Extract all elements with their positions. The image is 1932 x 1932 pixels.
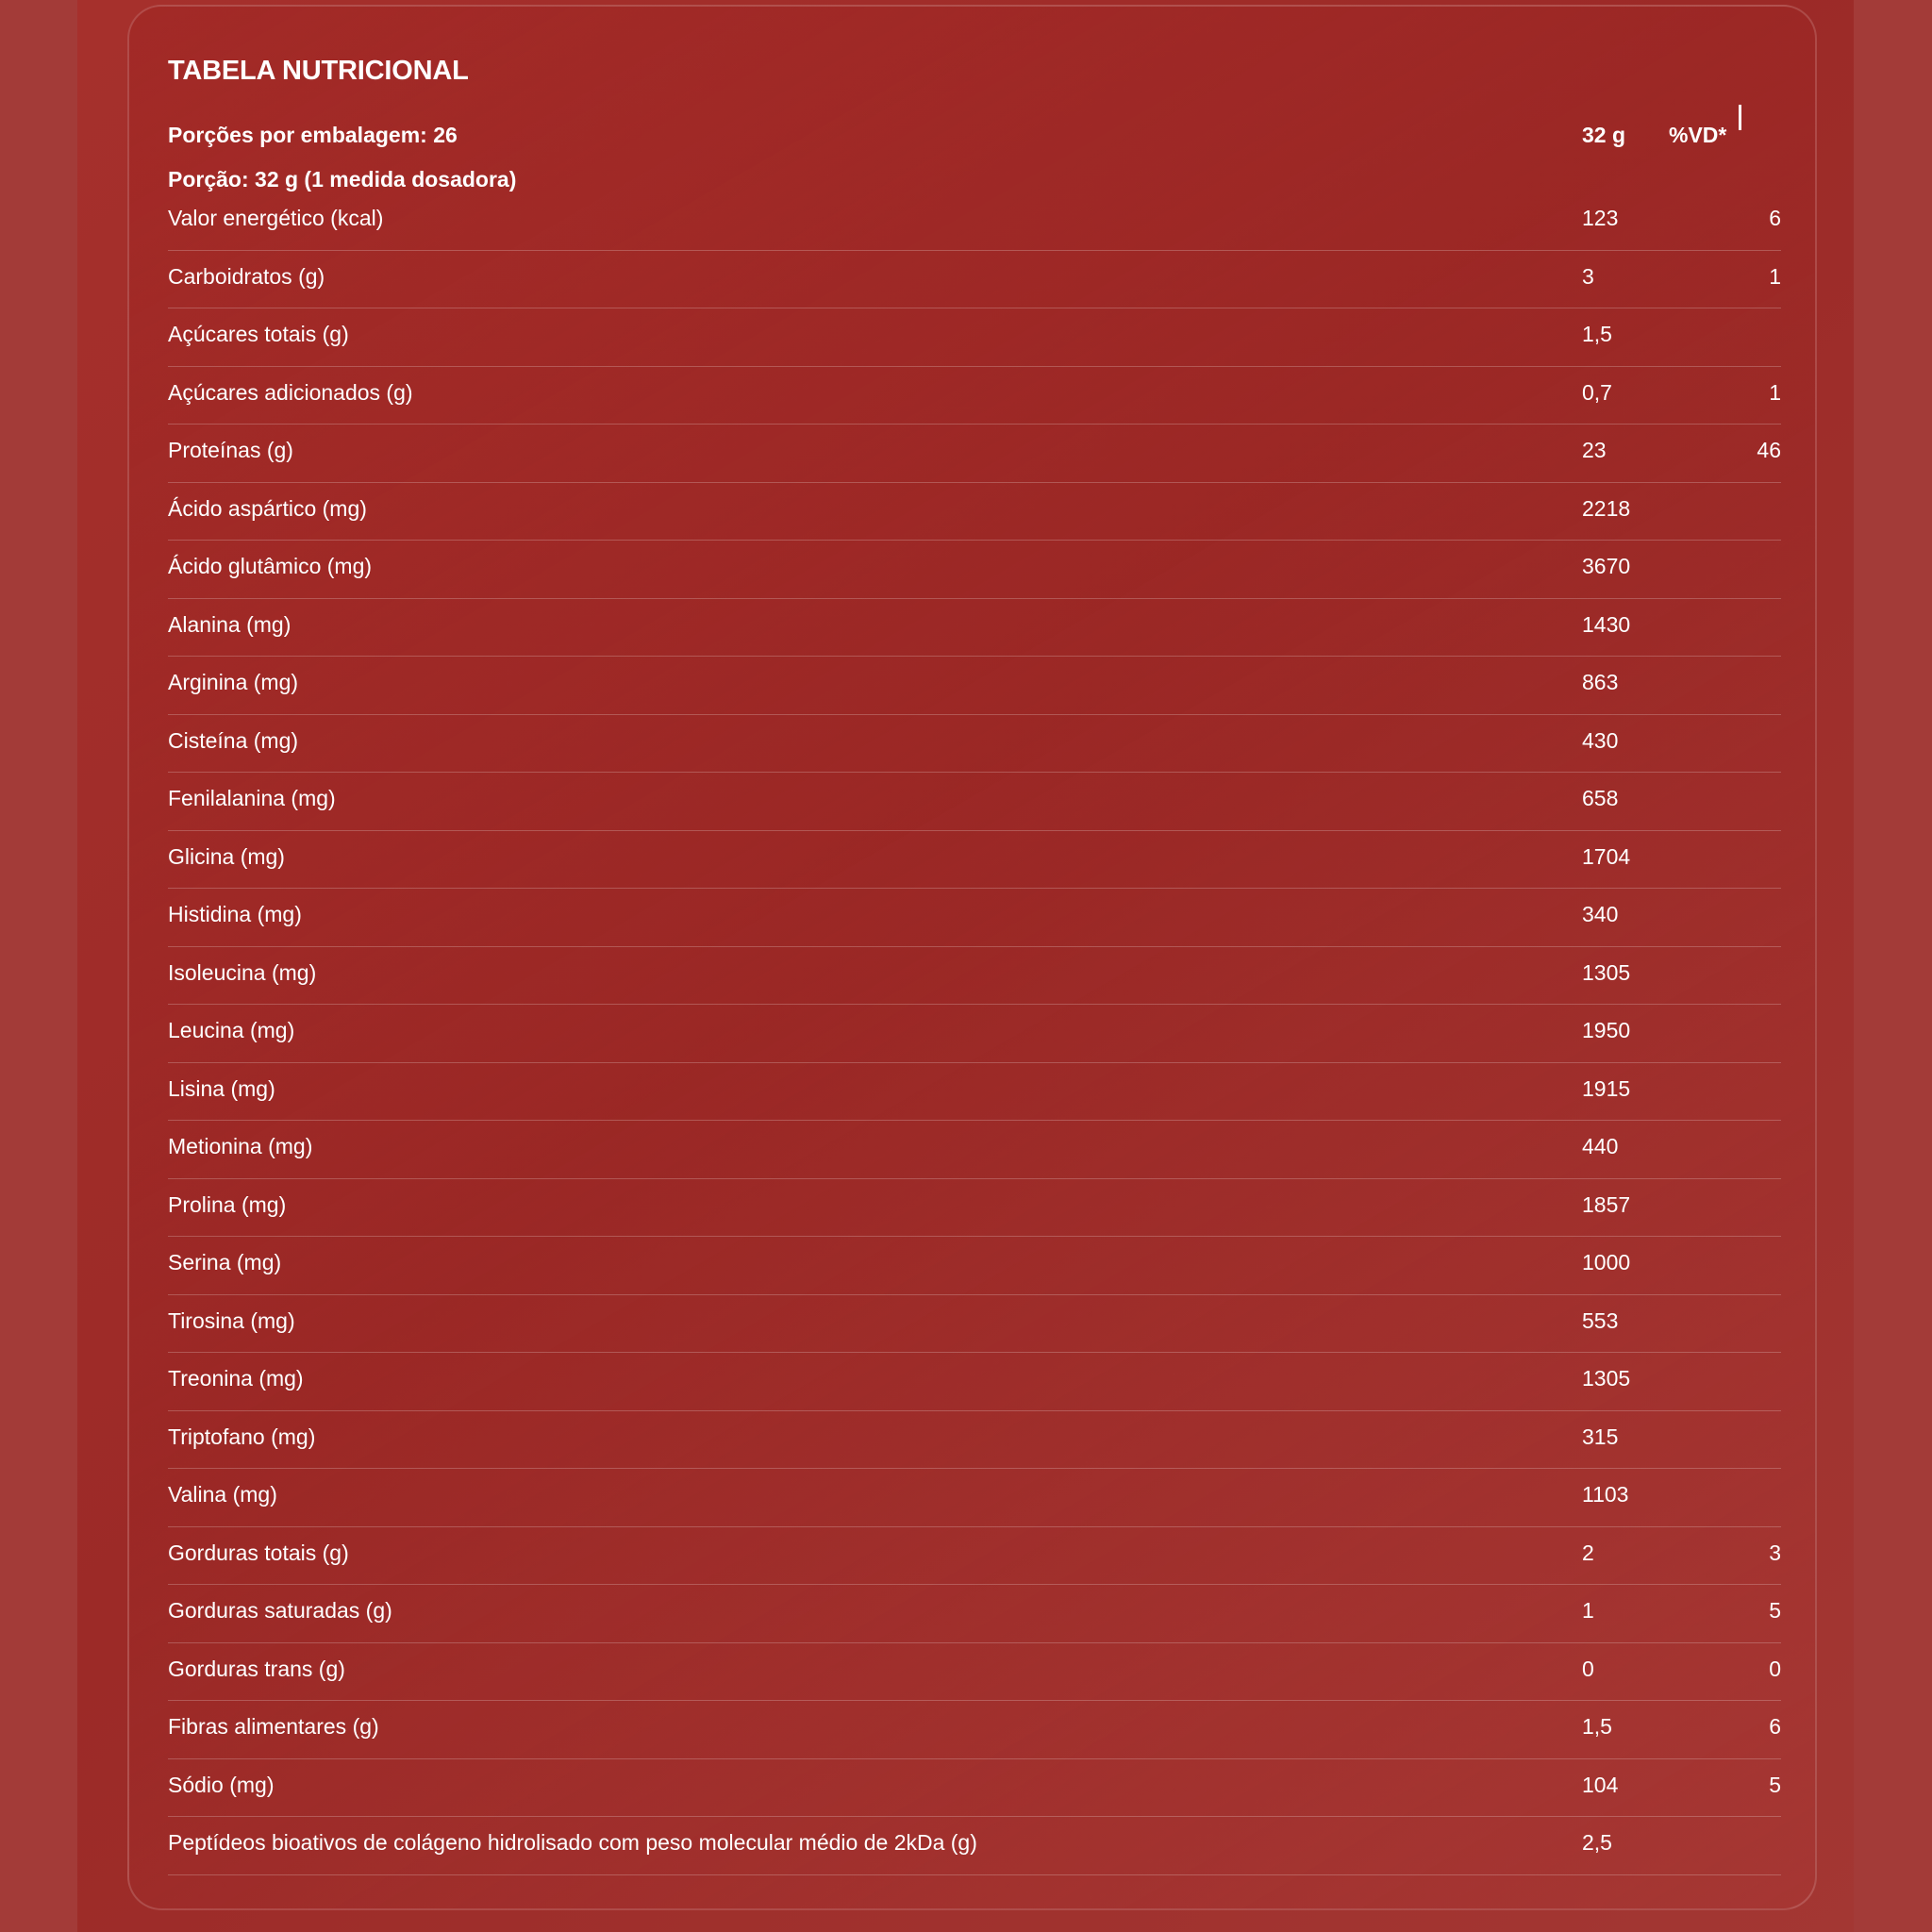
- nutrient-daily-value: 6: [1769, 206, 1781, 230]
- nutrient-name: Açúcares totais (g): [168, 322, 349, 346]
- nutrient-amount: 0,7: [1582, 379, 1612, 405]
- nutrient-amount: 553: [1582, 1307, 1619, 1333]
- nutrient-amount: 863: [1582, 670, 1619, 694]
- nutrient-daily-value: 3: [1769, 1540, 1781, 1565]
- nutrient-row: [168, 773, 1781, 831]
- nutrient-row: [168, 1005, 1781, 1063]
- nutrient-row: [168, 889, 1781, 947]
- nutrient-name: Glicina (mg): [168, 843, 285, 869]
- nutrient-row: [168, 831, 1781, 890]
- nutrient-amount: 3: [1582, 263, 1594, 289]
- nutrient-row: [168, 1759, 1781, 1818]
- nutrient-name: Alanina (mg): [168, 611, 291, 637]
- nutrient-row: [168, 1527, 1781, 1586]
- nutrient-daily-value: 1: [1769, 379, 1781, 405]
- nutrient-name: Fibras alimentares (g): [168, 1714, 379, 1739]
- nutrient-row: [168, 1643, 1781, 1702]
- nutrient-daily-value: 46: [1757, 438, 1781, 462]
- nutrient-name: Açúcares adicionados (g): [168, 379, 413, 405]
- nutrient-name: Gorduras trans (g): [168, 1656, 345, 1681]
- nutrient-row: [168, 1353, 1781, 1411]
- nutrient-amount: 2,5: [1582, 1830, 1612, 1855]
- nutrient-name: Ácido aspártico (mg): [168, 495, 367, 521]
- nutrient-amount: 340: [1582, 902, 1619, 926]
- nutrient-name: Treonina (mg): [168, 1366, 304, 1391]
- nutrient-amount: 315: [1582, 1424, 1619, 1449]
- nutrient-daily-value: 5: [1769, 1772, 1781, 1797]
- nutrient-amount: 430: [1582, 727, 1619, 753]
- nutrient-row: [168, 1295, 1781, 1354]
- nutrient-name: Gorduras saturadas (g): [168, 1598, 392, 1623]
- nutrient-name: Prolina (mg): [168, 1191, 287, 1217]
- nutrient-row: [168, 367, 1781, 425]
- serving-size: Porção: 32 g (1 medida dosadora): [168, 167, 517, 192]
- nutrition-table-title: TABELA NUTRICIONAL: [168, 56, 469, 86]
- nutrient-name: Tirosina (mg): [168, 1307, 295, 1333]
- nutrient-name: Metionina (mg): [168, 1134, 313, 1158]
- column-header-amount: 32 g: [1582, 123, 1626, 147]
- nutrient-row: [168, 599, 1781, 658]
- nutrient-row: [168, 1585, 1781, 1643]
- column-header-daily-value: %VD*: [1669, 123, 1727, 147]
- nutrient-daily-value: 6: [1769, 1714, 1781, 1739]
- nutrient-amount: 104: [1582, 1772, 1619, 1797]
- nutrient-amount: 1000: [1582, 1250, 1631, 1274]
- nutrient-row: [168, 1179, 1781, 1238]
- nutrient-row: [168, 657, 1781, 715]
- nutrient-name: Proteínas (g): [168, 438, 293, 462]
- nutrient-name: Leucina (mg): [168, 1018, 295, 1042]
- nutrient-name: Histidina (mg): [168, 902, 302, 926]
- nutrient-amount: 1305: [1582, 959, 1631, 985]
- nutrient-daily-value: 0: [1769, 1656, 1781, 1681]
- nutrient-amount: 23: [1582, 438, 1607, 462]
- nutrient-row: [168, 1121, 1781, 1179]
- nutrient-row: [168, 483, 1781, 541]
- nutrient-daily-value: 1: [1769, 263, 1781, 289]
- nutrient-amount: 440: [1582, 1134, 1619, 1158]
- nutrient-name: Ácido glutâmico (mg): [168, 554, 373, 578]
- nutrient-name: Sódio (mg): [168, 1772, 275, 1797]
- nutrient-row: [168, 947, 1781, 1006]
- nutrient-name: Valor energético (kcal): [168, 206, 384, 230]
- nutrient-amount: 3670: [1582, 554, 1631, 578]
- nutrient-rows: [168, 192, 1781, 1875]
- nutrient-amount: 1103: [1582, 1482, 1629, 1507]
- nutrient-amount: 123: [1582, 206, 1619, 230]
- nutrient-name: Peptídeos bioativos de colágeno hidrolisado com peso molecular médio de 2kDa (g): [168, 1830, 977, 1855]
- nutrient-row: [168, 715, 1781, 774]
- nutrient-name: Carboidratos (g): [168, 263, 325, 289]
- nutrient-amount: 0: [1582, 1656, 1594, 1681]
- nutrient-amount: 1950: [1582, 1018, 1631, 1042]
- nutrient-name: Cisteína (mg): [168, 727, 299, 753]
- nutrient-name: Lisina (mg): [168, 1075, 275, 1101]
- nutrient-row: [168, 1063, 1781, 1122]
- nutrient-name: Arginina (mg): [168, 670, 299, 694]
- nutrient-amount: 2: [1582, 1540, 1594, 1565]
- nutrient-amount: 1,5: [1582, 322, 1612, 346]
- text-cursor: [1739, 105, 1741, 130]
- nutrition-table-card: [127, 5, 1817, 1910]
- nutrient-row: [168, 1237, 1781, 1295]
- nutrient-amount: 1704: [1582, 843, 1631, 869]
- nutrient-row: [168, 251, 1781, 309]
- nutrient-row: [168, 1411, 1781, 1470]
- nutrient-row: [168, 425, 1781, 483]
- nutrient-amount: 1857: [1582, 1191, 1631, 1217]
- nutrient-name: Fenilalanina (mg): [168, 786, 336, 810]
- nutrient-row: [168, 308, 1781, 367]
- nutrient-amount: 2218: [1582, 495, 1631, 521]
- nutrient-amount: 1430: [1582, 611, 1631, 637]
- nutrient-amount: 1,5: [1582, 1714, 1612, 1739]
- nutrient-amount: 1915: [1582, 1075, 1631, 1101]
- nutrient-row: [168, 541, 1781, 599]
- nutrient-row: [168, 192, 1781, 251]
- nutrient-name: Serina (mg): [168, 1250, 282, 1274]
- nutrient-amount: 1305: [1582, 1366, 1631, 1391]
- nutrient-amount: 658: [1582, 786, 1619, 810]
- servings-per-package: Porções por embalagem: 26: [168, 123, 458, 147]
- nutrient-name: Isoleucina (mg): [168, 959, 317, 985]
- nutrient-amount: 1: [1582, 1598, 1594, 1623]
- nutrient-row: [168, 1469, 1781, 1527]
- nutrient-name: Valina (mg): [168, 1482, 277, 1507]
- nutrient-name: Gorduras totais (g): [168, 1540, 349, 1565]
- servings-header-row: [168, 113, 1781, 157]
- nutrient-daily-value: 5: [1769, 1598, 1781, 1623]
- nutrient-row: [168, 1701, 1781, 1759]
- nutrient-row: [168, 1817, 1781, 1875]
- nutrient-name: Triptofano (mg): [168, 1424, 316, 1449]
